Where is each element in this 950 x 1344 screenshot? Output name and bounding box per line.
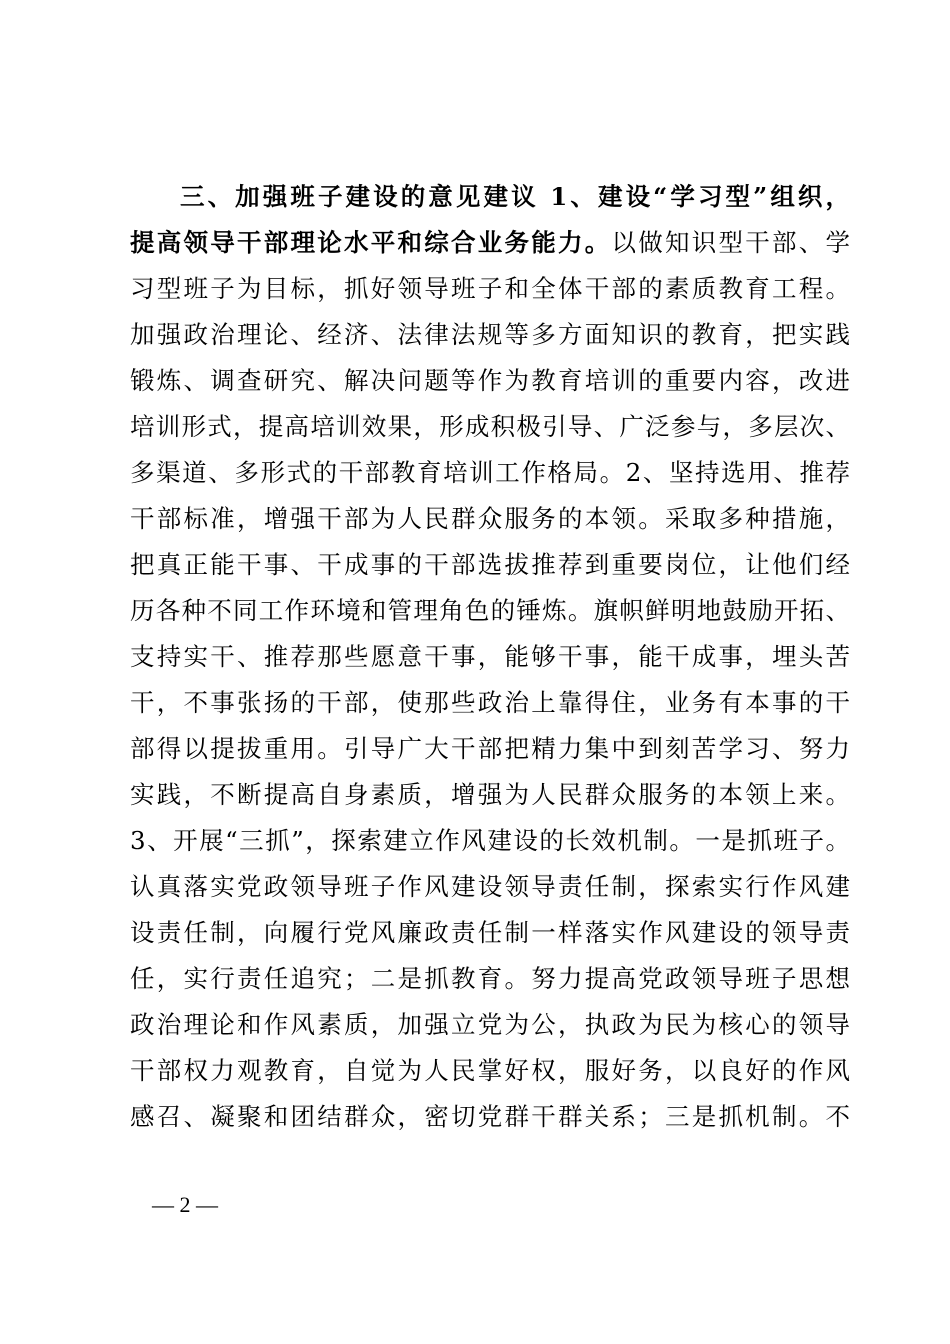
line-text: 把真正能干事、干成事的干部选拔推荐到重要岗位，让他们经 (130, 550, 850, 579)
line-text: 习型班子为目标，抓好领导班子和全体干部的素质教育工程。 (130, 274, 850, 303)
line-text: 干部标准，增强干部为人民群众服务的本领。采取多种措施， (130, 504, 850, 533)
line-text: 部得以提拔重用。引导广大干部把精力集中到刻苦学习、努力 (130, 734, 850, 763)
line-text: 任，实行责任追究；二是抓教育。努力提高党政领导班子思想 (130, 964, 850, 993)
text-line (130, 450, 850, 496)
text-line (130, 818, 850, 864)
line-text: 干部权力观教育，自觉为人民掌好权，服好务，以良好的作风 (130, 1056, 850, 1085)
line-text: 历各种不同工作环境和管理角色的锤炼。旗帜鲜明地鼓励开拓、 (130, 596, 850, 625)
line-text: 加强政治理论、经济、法律法规等多方面知识的教育，把实践 (130, 320, 850, 349)
text-line (130, 726, 850, 772)
text-line (130, 588, 850, 634)
line-text: 认真落实党政领导班子作风建设领导责任制，探索实行作风建 (130, 872, 850, 901)
line-text: 政治理论和作风素质，加强立党为公，执政为民为核心的领导 (130, 1010, 850, 1039)
line-text: 干，不事张扬的干部，使那些政治上靠得住，业务有本事的干 (130, 688, 850, 717)
text-line (130, 266, 850, 312)
line-text: 锻炼、调查研究、解决问题等作为教育培训的重要内容，改进 (130, 366, 850, 395)
line-text: 实践，不断提高自身素质，增强为人民群众服务的本领上来。 (130, 780, 850, 809)
text-line (130, 358, 850, 404)
text-line (130, 864, 850, 910)
line-text: 3、开展“三抓”，探索建立作风建设的长效机制。一是抓班子。 (130, 826, 850, 855)
text-line (130, 772, 850, 818)
line-text: 感召、凝聚和团结群众，密切党群干群关系；三是抓机制。不 (130, 1102, 850, 1131)
line-text: 以做知识型干部、学 (611, 228, 850, 257)
text-line (130, 910, 850, 956)
text-line (130, 680, 850, 726)
line-text: 培训形式，提高培训效果，形成积极引导、广泛参与，多层次、 (130, 412, 850, 441)
body-paragraph (130, 174, 850, 1140)
bold-heading-text: 提高领导干部理论水平和综合业务能力。 (130, 228, 612, 257)
text-line (130, 542, 850, 588)
text-line (130, 496, 850, 542)
text-line (130, 1002, 850, 1048)
text-line (130, 220, 850, 266)
text-line (130, 1094, 850, 1140)
page-number: — 2 — (152, 1192, 218, 1217)
text-line (130, 312, 850, 358)
text-line (130, 174, 850, 220)
text-line (130, 956, 850, 1002)
text-line (130, 1048, 850, 1094)
line-text: 设责任制，向履行党风廉政责任制一样落实作风建设的领导责 (130, 918, 850, 947)
line-text: 支持实干、推荐那些愿意干事，能够干事，能干成事，埋头苦 (130, 642, 850, 671)
text-line (130, 634, 850, 680)
text-line (130, 404, 850, 450)
line-text: 多渠道、多形式的干部教育培训工作格局。2、坚持选用、推荐 (130, 458, 850, 487)
bold-heading-text: 三、加强班子建设的意见建议 1、建设“学习型”组织， (180, 182, 850, 211)
